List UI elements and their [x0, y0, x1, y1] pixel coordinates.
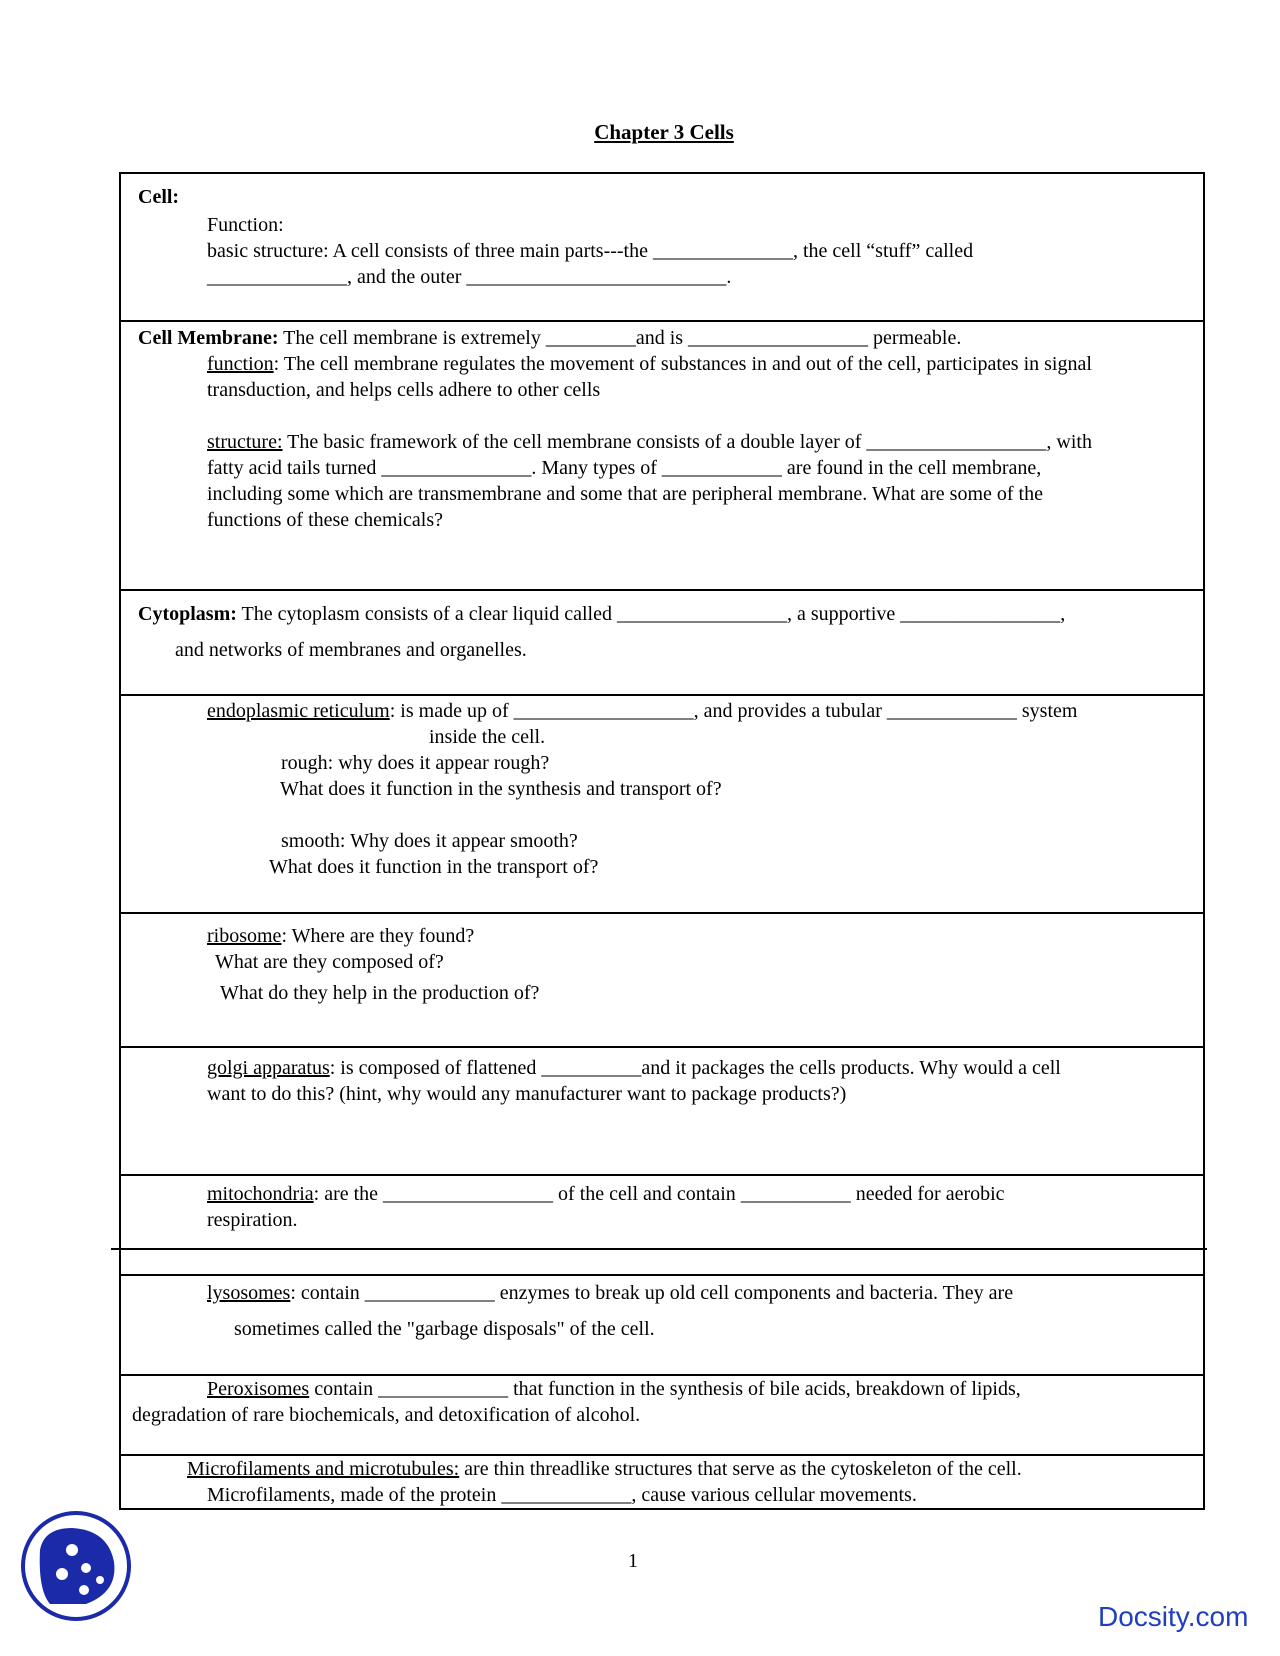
row-divider [121, 694, 1203, 696]
ribosome-line-1: ribosome: Where are they found? [207, 925, 475, 947]
er-smooth-line-1: smooth: Why does it appear smooth? [281, 830, 578, 852]
row-divider [121, 589, 1203, 591]
docsity-logo-icon [20, 1510, 132, 1622]
cell-basic-line-2: ______________, and the outer __________________________. [207, 266, 732, 288]
golgi-line-2: want to do this? (hint, why would any manufacturer want to package products?) [207, 1083, 847, 1105]
ribosome-line-2: What are they composed of? [215, 951, 444, 973]
lyso-line-1: lysosomes: contain _____________ enzymes to break up old cell components and bacteria. They are [207, 1282, 1014, 1304]
micro-line-1: Microfilaments and microtubules: are thin threadlike structures that serve as the cytoskeleton of the cell. [187, 1458, 1022, 1480]
golgi-label: golgi apparatus [207, 1057, 330, 1079]
stray-rule [111, 1248, 1207, 1250]
row-divider [121, 1274, 1203, 1276]
membrane-function-line-2: transduction, and helps cells adhere to other cells [207, 379, 601, 401]
page-title: Chapter 3 Cells [594, 120, 734, 144]
ribosome-label: ribosome [207, 925, 282, 947]
er-line-1: endoplasmic reticulum: is made up of __________________, and provides a tubular _____________ system [207, 700, 1078, 722]
worksheet-table [119, 172, 1205, 1510]
er-rough-line-1: rough: why does it appear rough? [281, 752, 550, 774]
membrane-structure-line-2: fatty acid tails turned _______________. Many types of ____________ are found in the cell membrane, [207, 457, 1042, 479]
perox-line-2: degradation of rare biochemicals, and detoxification of alcohol. [132, 1404, 641, 1426]
micro-label: Microfilaments and microtubules: [187, 1458, 460, 1480]
mito-line-1: mitochondria: are the _________________ of the cell and contain ___________ needed for aerobic [207, 1183, 1005, 1205]
cell-basic-line-1: basic structure: A cell consists of three main parts---the ______________, the cell “stuff” called [207, 240, 974, 262]
docsity-brand-link[interactable]: Docsity.com [1098, 1601, 1249, 1632]
cytoplasm-line-2: and networks of membranes and organelles. [175, 639, 527, 661]
membrane-structure-line: structure: The basic framework of the cell membrane consists of a double layer of __________________, with [207, 431, 1092, 453]
page-number: 1 [628, 1550, 638, 1572]
membrane-structure-line-4: functions of these chemicals? [207, 509, 444, 531]
cell-function-label: Function: [207, 214, 284, 236]
membrane-structure-label: structure: [207, 431, 283, 453]
er-line-2: inside the cell. [429, 726, 546, 748]
er-rough-line-2: What does it function in the synthesis and transport of? [280, 778, 722, 800]
cytoplasm-heading: Cytoplasm: [138, 603, 237, 625]
membrane-function-label: function [207, 353, 274, 375]
er-label: endoplasmic reticulum [207, 700, 390, 722]
perox-line-1: Peroxisomes contain _____________ that function in the synthesis of bile acids, breakdown of lipids, [207, 1378, 1021, 1400]
membrane-line-1: Cell Membrane: The cell membrane is extremely _________and is __________________ permeable. [138, 327, 962, 349]
membrane-function-line: function: The cell membrane regulates the movement of substances in and out of the cell, participates in signal [207, 353, 1092, 375]
golgi-line-1: golgi apparatus: is composed of flattened __________and it packages the cells products. Why would a cell [207, 1057, 1061, 1079]
micro-line-2: Microfilaments, made of the protein _____________, cause various cellular movements. [207, 1484, 917, 1506]
perox-label: Peroxisomes [207, 1378, 310, 1400]
cytoplasm-line-1: Cytoplasm: The cytoplasm consists of a clear liquid called _________________, a supportive ________________, [138, 603, 1066, 625]
ribosome-line-3: What do they help in the production of? [220, 982, 540, 1004]
mito-label: mitochondria [207, 1183, 314, 1205]
lyso-line-2: sometimes called the "garbage disposals" of the cell. [234, 1318, 655, 1340]
membrane-heading: Cell Membrane: [138, 327, 279, 349]
row-divider [121, 912, 1203, 914]
row-divider [121, 1046, 1203, 1048]
row-divider [121, 320, 1203, 322]
lyso-label: lysosomes [207, 1282, 291, 1304]
row-divider [121, 1174, 1203, 1176]
membrane-structure-line-3: including some which are transmembrane and some that are peripheral membrane. What are some of the [207, 483, 1043, 505]
cell-heading: Cell: [138, 186, 180, 208]
mito-line-2: respiration. [207, 1209, 298, 1231]
er-smooth-line-2: What does it function in the transport of? [269, 856, 599, 878]
